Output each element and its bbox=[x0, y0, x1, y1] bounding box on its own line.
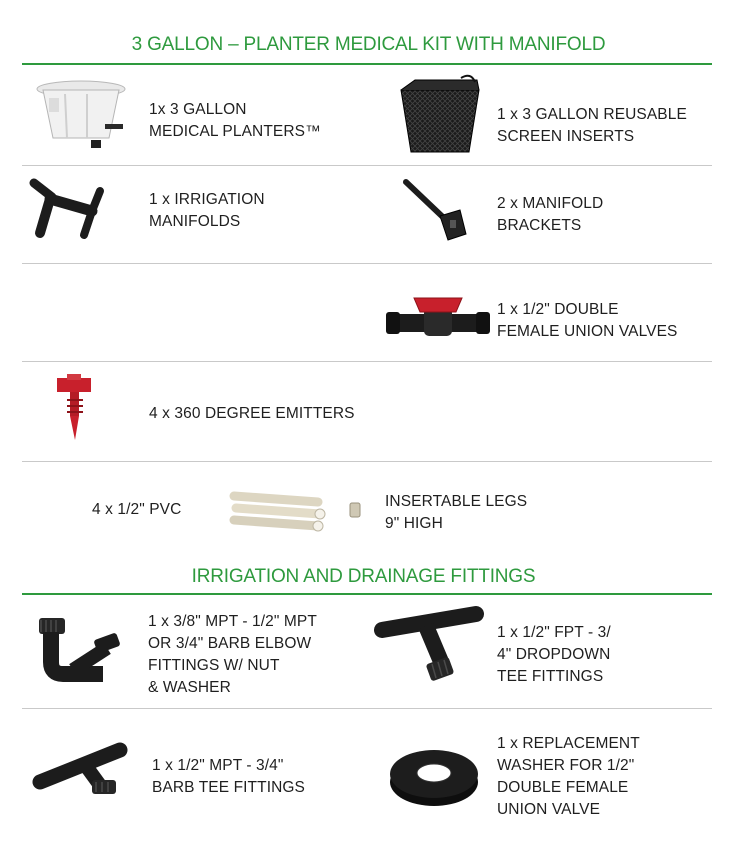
union-valve-icon bbox=[386, 290, 490, 344]
washer-line-2: WASHER FOR 1/2" bbox=[497, 757, 635, 774]
pvc-line-1: 4 x 1/2" PVC bbox=[92, 501, 182, 518]
elbow-line-3: FITTINGS W/ NUT bbox=[148, 657, 280, 674]
elbow-fitting-icon bbox=[33, 612, 125, 684]
leg-line-1: INSERTABLE LEGS bbox=[385, 493, 528, 510]
washer-line-1: 1 x REPLACEMENT bbox=[497, 735, 640, 752]
leg-line-2: 9" HIGH bbox=[385, 515, 443, 532]
bracket-line-1: 2 x MANIFOLD bbox=[497, 195, 604, 212]
dropdown-tee-line-2: 4" DROPDOWN bbox=[497, 646, 611, 663]
union-valve-text bbox=[497, 299, 677, 343]
union-valve-line-2: FEMALE UNION VALVES bbox=[497, 323, 678, 340]
emitter-icon bbox=[55, 374, 95, 446]
emitter-line-1: 4 x 360 DEGREE EMITTERS bbox=[149, 405, 355, 422]
manifold-line-1: 1 x IRRIGATION bbox=[149, 191, 265, 208]
washer-line-3: DOUBLE FEMALE bbox=[497, 779, 629, 796]
emitter-text bbox=[149, 403, 355, 425]
barb-tee-line-1: 1 x 1/2" MPT - 3/4" bbox=[152, 757, 284, 774]
row-divider bbox=[22, 263, 712, 264]
pvc-text bbox=[92, 499, 181, 521]
bracket-icon bbox=[400, 176, 472, 244]
fittings-title: IRRIGATION AND DRAINAGE FITTINGS bbox=[191, 566, 536, 587]
elbow-line-1: 1 x 3/8" MPT - 1/2" MPT bbox=[148, 613, 317, 630]
dropdown-tee-line-3: TEE FITTINGS bbox=[497, 668, 604, 685]
dropdown-tee-icon bbox=[376, 606, 484, 686]
elbow-line-4: & WASHER bbox=[148, 679, 231, 696]
screen-insert-icon bbox=[395, 76, 485, 158]
fittings-rule bbox=[22, 593, 712, 595]
washer-line-4: UNION VALVE bbox=[497, 801, 601, 818]
planter-text bbox=[149, 99, 321, 143]
screen-insert-text bbox=[497, 104, 687, 148]
elbow-fitting-text bbox=[148, 611, 317, 699]
barb-tee-line-2: BARB TEE FITTINGS bbox=[152, 779, 305, 796]
kit-title: 3 GALLON – PLANTER MEDICAL KIT WITH MANIFOLD bbox=[131, 34, 606, 55]
row-divider bbox=[22, 708, 712, 709]
barb-tee-text bbox=[152, 755, 305, 799]
row-divider bbox=[22, 165, 712, 166]
screen-insert-line-1: 1 x 3 GALLON REUSABLE bbox=[497, 106, 687, 123]
manifold-text bbox=[149, 189, 265, 233]
screen-insert-line-2: SCREEN INSERTS bbox=[497, 128, 635, 145]
title-rule bbox=[22, 63, 712, 65]
washer-icon bbox=[386, 742, 482, 810]
row-divider bbox=[22, 461, 712, 462]
row-divider bbox=[22, 361, 712, 362]
leg-icon bbox=[348, 501, 362, 519]
planter-icon bbox=[35, 80, 130, 152]
manifold-line-2: MANIFOLDS bbox=[149, 213, 241, 230]
pvc-pipe-icon bbox=[232, 490, 332, 534]
dropdown-tee-line-1: 1 x 1/2" FPT - 3/ bbox=[497, 624, 611, 641]
leg-text bbox=[385, 491, 527, 535]
dropdown-tee-text bbox=[497, 622, 611, 688]
bracket-text bbox=[497, 193, 603, 237]
union-valve-line-1: 1 x 1/2" DOUBLE bbox=[497, 301, 619, 318]
planter-line-1: 1x 3 GALLON bbox=[149, 101, 247, 118]
barb-tee-icon bbox=[36, 738, 132, 796]
planter-line-2: MEDICAL PLANTERS™ bbox=[149, 123, 321, 140]
bracket-line-2: BRACKETS bbox=[497, 217, 582, 234]
elbow-line-2: OR 3/4" BARB ELBOW bbox=[148, 635, 312, 652]
manifold-icon bbox=[30, 173, 120, 245]
washer-text bbox=[497, 733, 640, 821]
